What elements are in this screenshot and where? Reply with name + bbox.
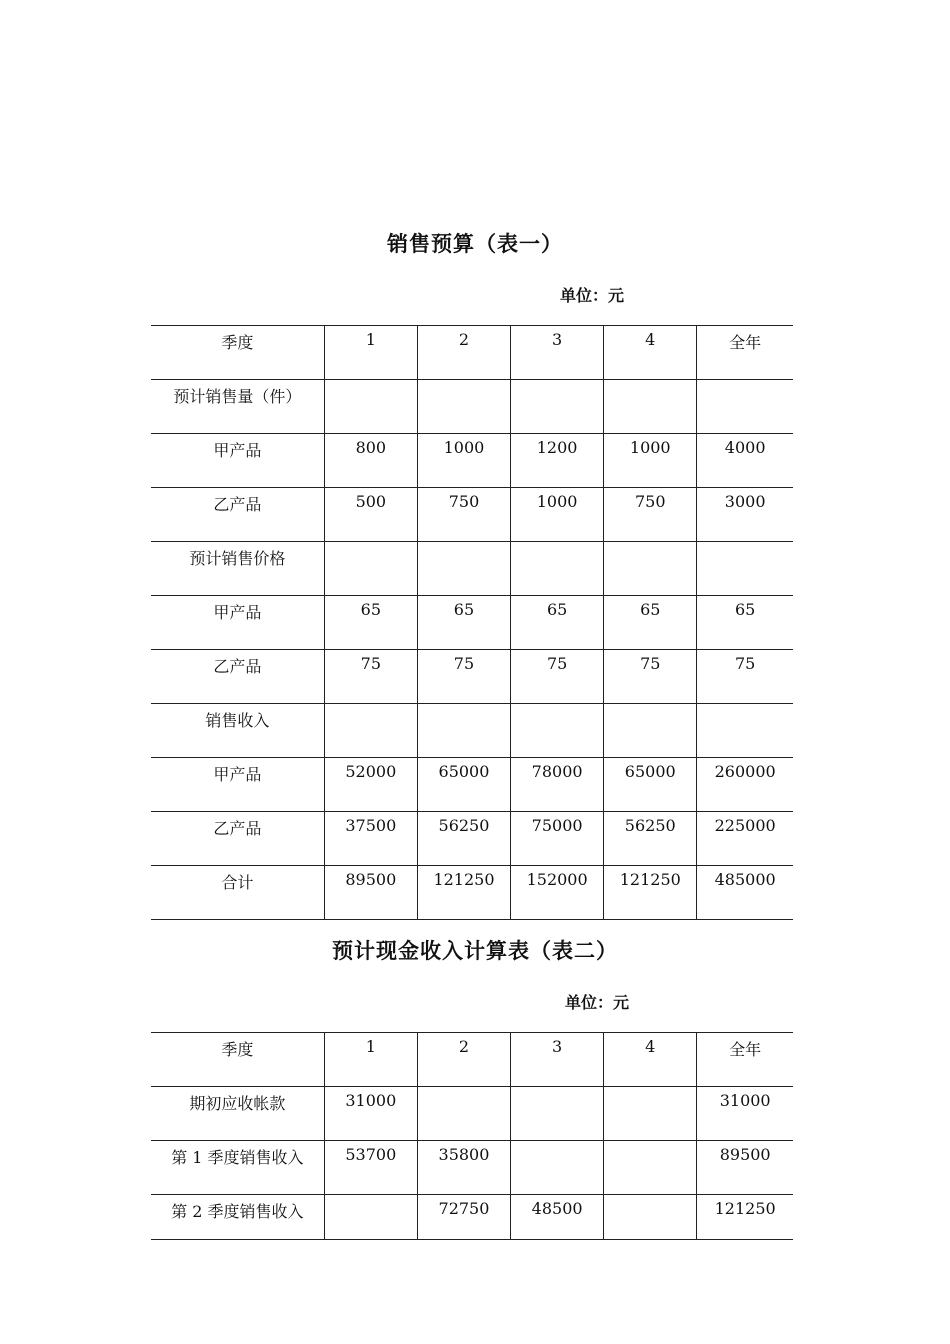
row-label-cell: 季度 bbox=[151, 1033, 324, 1087]
table-cell bbox=[511, 1141, 604, 1195]
table-cell: 1200 bbox=[511, 434, 604, 488]
table-cell: 1 bbox=[324, 326, 417, 380]
table-cell: 3 bbox=[511, 1033, 604, 1087]
table-cell: 56250 bbox=[417, 812, 510, 866]
table-cell: 48500 bbox=[511, 1195, 604, 1240]
table-cell: 4000 bbox=[697, 434, 793, 488]
table-cell: 3 bbox=[511, 326, 604, 380]
table-cell: 121250 bbox=[697, 1195, 793, 1240]
table-cell: 3000 bbox=[697, 488, 793, 542]
table-cell: 75 bbox=[324, 650, 417, 704]
row-label-cell: 甲产品 bbox=[151, 596, 324, 650]
table-cell: 65000 bbox=[604, 758, 697, 812]
table-cell: 89500 bbox=[324, 866, 417, 920]
table1-title: 销售预算（表一） bbox=[387, 232, 563, 256]
row-label-cell: 第 1 季度销售收入 bbox=[151, 1141, 324, 1195]
row-label-cell: 甲产品 bbox=[151, 434, 324, 488]
table-cell: 75000 bbox=[511, 812, 604, 866]
table-cell: 72750 bbox=[417, 1195, 510, 1240]
table-cell: 800 bbox=[324, 434, 417, 488]
table-cell: 75 bbox=[604, 650, 697, 704]
table-cell: 75 bbox=[511, 650, 604, 704]
table-cell bbox=[511, 380, 604, 434]
table-cell: 500 bbox=[324, 488, 417, 542]
table-row bbox=[151, 1087, 793, 1141]
table-row bbox=[151, 434, 793, 488]
table-cell: 750 bbox=[417, 488, 510, 542]
table-cell: 1000 bbox=[604, 434, 697, 488]
table-header-row bbox=[151, 326, 793, 380]
table-cell bbox=[604, 1195, 697, 1240]
table-row bbox=[151, 650, 793, 704]
table-row bbox=[151, 812, 793, 866]
table-cell: 37500 bbox=[324, 812, 417, 866]
table-cell bbox=[511, 1087, 604, 1141]
table-cell: 65 bbox=[697, 596, 793, 650]
table-cell bbox=[697, 704, 793, 758]
table-cell: 4 bbox=[604, 326, 697, 380]
table-cell bbox=[417, 704, 510, 758]
table-cell: 31000 bbox=[324, 1087, 417, 1141]
table-cell bbox=[697, 542, 793, 596]
table-cell: 52000 bbox=[324, 758, 417, 812]
table-cell: 2 bbox=[417, 1033, 510, 1087]
table2-title: 预计现金收入计算表（表二） bbox=[332, 939, 618, 963]
table-cell: 78000 bbox=[511, 758, 604, 812]
table-cell: 53700 bbox=[324, 1141, 417, 1195]
row-label-cell: 第 2 季度销售收入 bbox=[151, 1195, 324, 1240]
table-cell bbox=[697, 380, 793, 434]
table-row bbox=[151, 1195, 793, 1240]
table-header-row bbox=[151, 1033, 793, 1087]
table-cell: 35800 bbox=[417, 1141, 510, 1195]
table-cell: 225000 bbox=[697, 812, 793, 866]
table-cell: 65 bbox=[324, 596, 417, 650]
table-row bbox=[151, 866, 793, 920]
table-cell: 75 bbox=[417, 650, 510, 704]
table-cell: 260000 bbox=[697, 758, 793, 812]
table-row bbox=[151, 488, 793, 542]
row-label-cell: 期初应收帐款 bbox=[151, 1087, 324, 1141]
table-cell bbox=[417, 380, 510, 434]
table-cell bbox=[324, 380, 417, 434]
table-cell: 4 bbox=[604, 1033, 697, 1087]
table-row bbox=[151, 596, 793, 650]
row-label-cell: 销售收入 bbox=[151, 704, 324, 758]
table-cell: 89500 bbox=[697, 1141, 793, 1195]
row-label-cell: 预计销售量（件） bbox=[151, 380, 324, 434]
table-cell bbox=[324, 542, 417, 596]
table-cell: 1000 bbox=[511, 488, 604, 542]
table2-unit-label: 单位：元 bbox=[565, 993, 630, 1012]
table-cell: 65 bbox=[511, 596, 604, 650]
table-cell bbox=[604, 1087, 697, 1141]
table-cell bbox=[511, 704, 604, 758]
table-row bbox=[151, 758, 793, 812]
table-cell: 31000 bbox=[697, 1087, 793, 1141]
table-row bbox=[151, 1141, 793, 1195]
table-cell: 750 bbox=[604, 488, 697, 542]
table-cell: 75 bbox=[697, 650, 793, 704]
table-cell: 65 bbox=[417, 596, 510, 650]
sales-budget-table bbox=[151, 325, 793, 920]
table-cell: 全年 bbox=[697, 326, 793, 380]
table-cell bbox=[324, 1195, 417, 1240]
table-cell: 121250 bbox=[604, 866, 697, 920]
table-cell: 485000 bbox=[697, 866, 793, 920]
row-label-cell: 季度 bbox=[151, 326, 324, 380]
table-cell bbox=[604, 1141, 697, 1195]
table-cell: 1000 bbox=[417, 434, 510, 488]
table-cell bbox=[604, 542, 697, 596]
table-row bbox=[151, 380, 793, 434]
table-cell bbox=[604, 704, 697, 758]
table-cell: 65000 bbox=[417, 758, 510, 812]
table-cell bbox=[511, 542, 604, 596]
table-cell bbox=[417, 1087, 510, 1141]
row-label-cell: 预计销售价格 bbox=[151, 542, 324, 596]
table-cell: 65 bbox=[604, 596, 697, 650]
cash-receipts-table bbox=[151, 1032, 793, 1240]
table-cell: 121250 bbox=[417, 866, 510, 920]
row-label-cell: 甲产品 bbox=[151, 758, 324, 812]
row-label-cell: 合计 bbox=[151, 866, 324, 920]
table-row bbox=[151, 542, 793, 596]
row-label-cell: 乙产品 bbox=[151, 488, 324, 542]
table-cell: 1 bbox=[324, 1033, 417, 1087]
table1-unit-label: 单位：元 bbox=[560, 286, 625, 305]
table-cell: 152000 bbox=[511, 866, 604, 920]
table-cell: 2 bbox=[417, 326, 510, 380]
table-cell: 全年 bbox=[697, 1033, 793, 1087]
table-row bbox=[151, 704, 793, 758]
table-cell bbox=[604, 380, 697, 434]
table-cell bbox=[417, 542, 510, 596]
table-cell: 56250 bbox=[604, 812, 697, 866]
table-cell bbox=[324, 704, 417, 758]
row-label-cell: 乙产品 bbox=[151, 812, 324, 866]
row-label-cell: 乙产品 bbox=[151, 650, 324, 704]
